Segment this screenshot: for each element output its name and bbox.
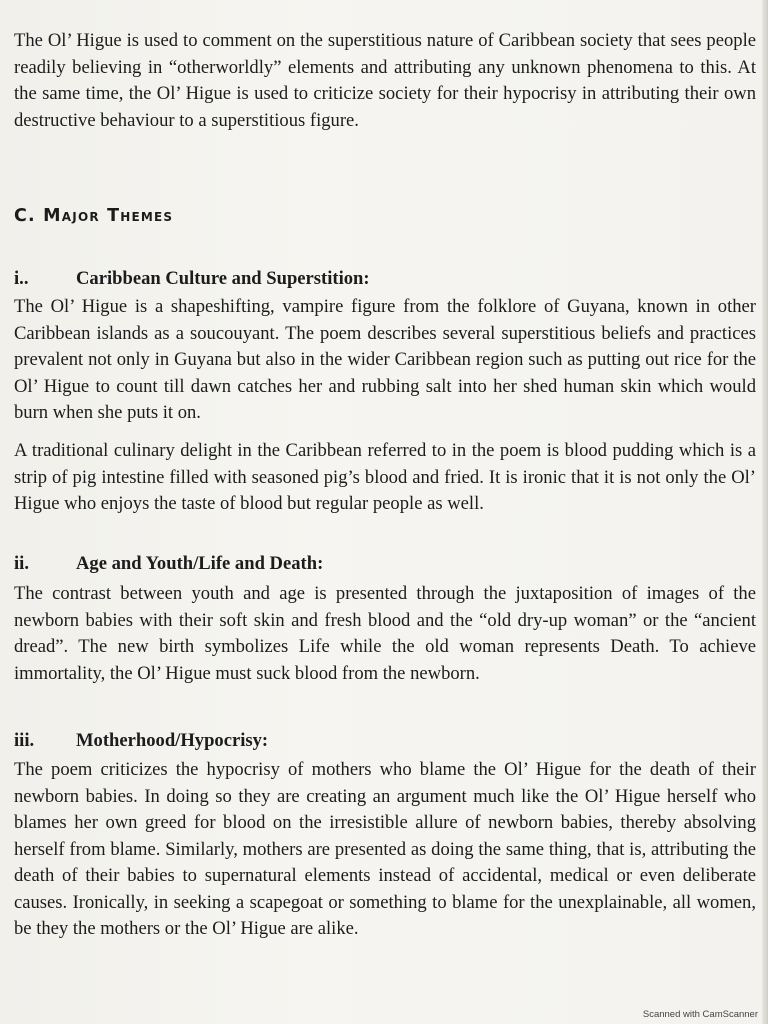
theme-2-paragraph: The contrast between youth and age is presented through the juxtaposition of images of the newborn babies with their soft skin and fresh blood and the “old dry-up woman” or the “ancient dread”. The new birth symbolizes Life while the old woman represents Death. To achieve immortality, the Ol’ Higue must suck blood from the newborn.: [14, 583, 756, 684]
section-heading: C. Major Themes: [14, 206, 174, 226]
intro-paragraph: The Ol’ Higue is used to comment on the superstitious nature of Caribbean society that sees people readily believing in “otherworldly” elements and attributing any unknown phenomena to this. At the same time, the Ol’ Higue is used to criticize society for their hypocrisy in attributing their own destructive behaviour to a superstitious figure.: [14, 30, 756, 131]
theme-1-paragraph-1: The Ol’ Higue is a shapeshifting, vampire figure from the folklore of Guyana, known in other Caribbean islands as a soucouyant. The poem describes several superstitious beliefs and practices prevalent not only in Guyana but also in the wider Caribbean region such as putting out rice for the Ol’ Higue to count till dawn catches her and rubbing salt into her shed human skin which would burn when she puts it on.: [14, 296, 756, 423]
scanner-watermark: Scanned with CamScanner: [642, 1009, 758, 1020]
theme-1-title: Caribbean Culture and Superstition:: [76, 268, 370, 289]
theme-3-heading: [14, 730, 268, 752]
theme-1-paragraph-2: A traditional culinary delight in the Caribbean referred to in the poem is blood pudding which is a strip of pig intestine filled with seasoned pig’s blood and fried. It is ironic that it is not only the Ol’ Higue who enjoys the taste of blood but regular people as well.: [14, 440, 756, 514]
theme-2-title: Age and Youth/Life and Death:: [76, 553, 324, 574]
theme-3-numeral: iii.: [14, 730, 35, 751]
theme-2-numeral: ii.: [14, 553, 29, 574]
page-edge-shadow: [762, 0, 768, 1024]
theme-1-numeral: i..: [14, 268, 29, 289]
theme-2-heading: [14, 553, 323, 575]
theme-3-title: Motherhood/Hypocrisy:: [76, 730, 269, 751]
theme-1-heading: [14, 268, 370, 290]
theme-3-paragraph: The poem criticizes the hypocrisy of mothers who blame the Ol’ Higue for the death of their newborn babies. In doing so they are creating an argument much like the Ol’ Higue herself who blames her own greed for blood on the irresistible allure of newborn babies, thereby absolving herself from blame. Similarly, mothers are presented as doing the same thing, that is, attributing the death of their babies to supernatural elements instead of accidental, medical or even deliberate causes. Ironically, in seeking a scapegoat or something to blame for the unexplainable, all women, be they the mothers or the Ol’ Higue are alike.: [14, 759, 756, 939]
